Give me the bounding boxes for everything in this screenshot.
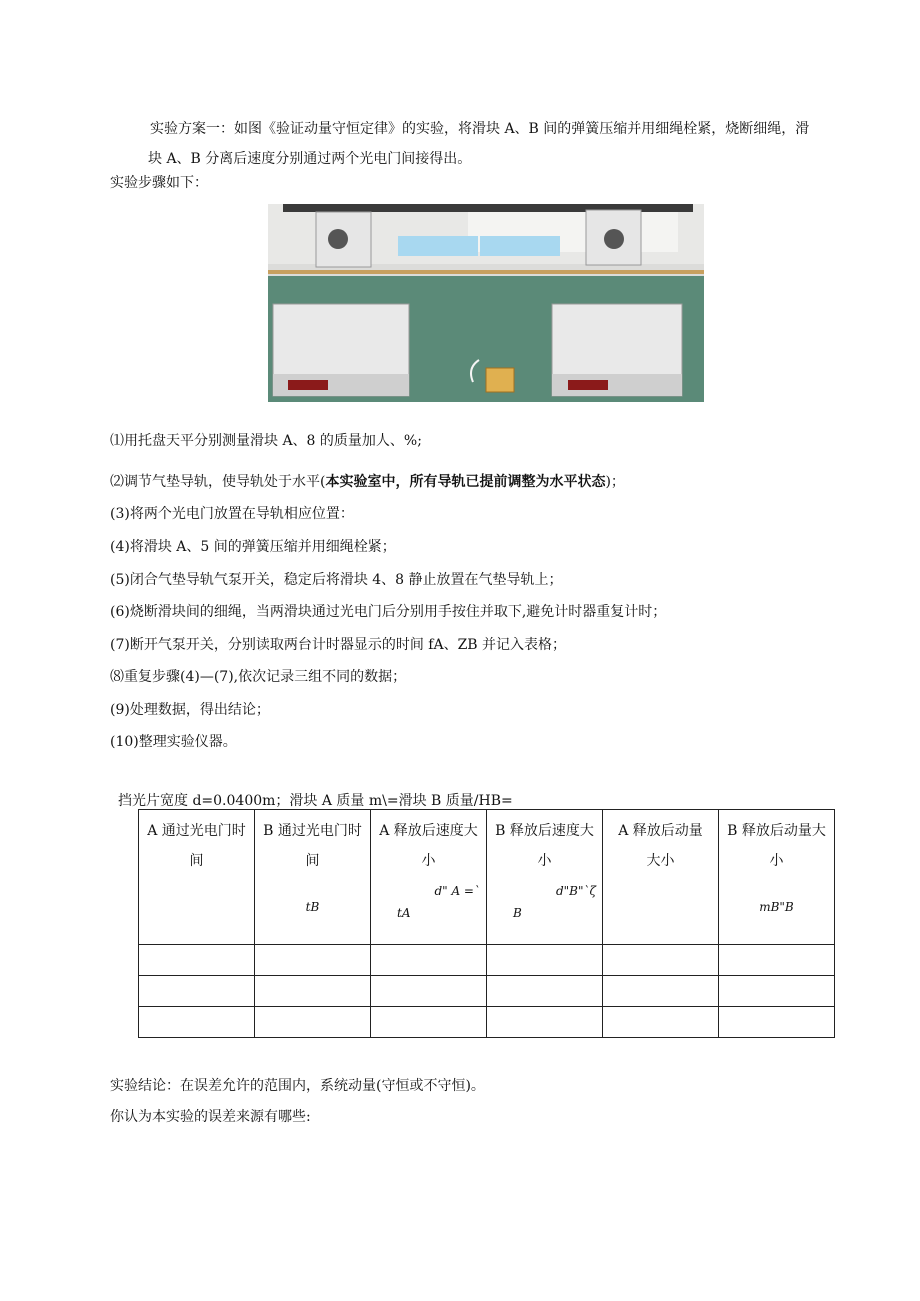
header-symbol: B bbox=[513, 906, 522, 920]
step-3: (3)将两个光电门放置在导轨相应位置： bbox=[110, 506, 354, 522]
table-cell[interactable] bbox=[719, 976, 835, 1007]
error-source-question: 你认为本实验的误差来源有哪些: bbox=[110, 1109, 311, 1125]
table-cell[interactable] bbox=[371, 976, 487, 1007]
header-symbol: tB bbox=[305, 900, 320, 914]
apparatus-photo bbox=[268, 204, 704, 402]
step-9: (9)处理数据，得出结论； bbox=[110, 702, 270, 718]
table-cell[interactable] bbox=[255, 976, 371, 1007]
data-table bbox=[138, 809, 835, 1038]
header-cell bbox=[139, 810, 255, 945]
step-4: (4)将滑块 A、5 间的弹簧压缩并用细绳栓紧； bbox=[110, 539, 396, 555]
header-line: 小 bbox=[537, 853, 552, 869]
header-line: 大小 bbox=[646, 853, 675, 869]
table-cell[interactable] bbox=[487, 1007, 603, 1038]
table-row bbox=[139, 1007, 835, 1038]
header-line: B 释放后动量大 bbox=[727, 823, 826, 839]
table-row bbox=[139, 976, 835, 1007]
table-cell[interactable] bbox=[487, 945, 603, 976]
step-5: (5)闭合气垫导轨气泵开关，稳定后将滑块 4、8 静止放置在气垫导轨上； bbox=[110, 572, 563, 588]
step-2-text: ⑵调节气垫导轨，使导轨处于水平( bbox=[110, 474, 326, 490]
header-line: 小 bbox=[421, 853, 436, 869]
table-cell[interactable] bbox=[139, 1007, 255, 1038]
table-header-row bbox=[139, 810, 835, 945]
header-line: A 释放后速度大 bbox=[379, 823, 478, 839]
table-cell[interactable] bbox=[255, 1007, 371, 1038]
header-line: B 通过光电门时 bbox=[263, 823, 362, 839]
header-symbol: tA bbox=[397, 906, 411, 920]
table-cell[interactable] bbox=[719, 945, 835, 976]
header-symbol: d"B"`ζ bbox=[555, 884, 596, 898]
header-cell bbox=[371, 810, 487, 945]
header-symbol: mB"B bbox=[759, 900, 794, 914]
step-7: (7)断开气泵开关，分别读取两台计时器显示的时间 fA、ZB 并记入表格； bbox=[110, 637, 567, 653]
header-cell bbox=[255, 810, 371, 945]
conclusion: 实验结论：在误差允许的范围内，系统动量(守恒或不守恒)。 bbox=[110, 1078, 485, 1094]
step-1: ⑴用托盘天平分别测量滑块 A、8 的质量加人、%; bbox=[110, 433, 422, 449]
step-10: (10)整理实验仪器。 bbox=[110, 734, 237, 750]
header-symbol: d" A =` bbox=[434, 884, 480, 898]
step-8: ⑻重复步骤(4)—(7),依次记录三组不同的数据； bbox=[110, 669, 407, 685]
table-cell[interactable] bbox=[255, 945, 371, 976]
table-caption: 挡光片宽度 d=0.0400m；滑块 A 质量 m\=滑块 B 质量/HB= bbox=[118, 793, 513, 809]
table-cell[interactable] bbox=[139, 945, 255, 976]
table-cell[interactable] bbox=[371, 1007, 487, 1038]
step-2-bold: 本实验室中，所有导轨已提前调整为水平状态 bbox=[325, 474, 606, 490]
intro-line-1: 实验方案一：如图《验证动量守恒定律》的实验，将滑块 A、B 间的弹簧压缩并用细绳栓紧，烧断细绳，滑 bbox=[150, 121, 810, 137]
intro-paragraph bbox=[150, 114, 868, 174]
header-line: A 通过光电门时 bbox=[147, 823, 246, 839]
table-row bbox=[139, 945, 835, 976]
table-cell[interactable] bbox=[371, 945, 487, 976]
table-cell[interactable] bbox=[719, 1007, 835, 1038]
table-cell[interactable] bbox=[487, 976, 603, 1007]
table-cell[interactable] bbox=[139, 976, 255, 1007]
step-2 bbox=[110, 471, 625, 491]
header-cell bbox=[603, 810, 719, 945]
header-line: 间 bbox=[189, 853, 204, 869]
step-2-tail: )； bbox=[605, 474, 625, 490]
step-6: (6)烧断滑块间的细绳，当两滑块通过光电门后分别用手按住并取下,避免计时器重复计时； bbox=[110, 604, 667, 620]
header-cell bbox=[719, 810, 835, 945]
table-cell[interactable] bbox=[603, 1007, 719, 1038]
table-cell[interactable] bbox=[603, 976, 719, 1007]
table-cell[interactable] bbox=[603, 945, 719, 976]
header-cell bbox=[487, 810, 603, 945]
steps-title: 实验步骤如下： bbox=[110, 175, 208, 191]
header-line: A 释放后动量 bbox=[618, 823, 703, 839]
header-line: 间 bbox=[305, 853, 320, 869]
header-line: B 释放后速度大 bbox=[495, 823, 594, 839]
header-line: 小 bbox=[769, 853, 784, 869]
intro-line-2: 块 A、B 分离后速度分别通过两个光电门间接得出。 bbox=[148, 151, 472, 167]
